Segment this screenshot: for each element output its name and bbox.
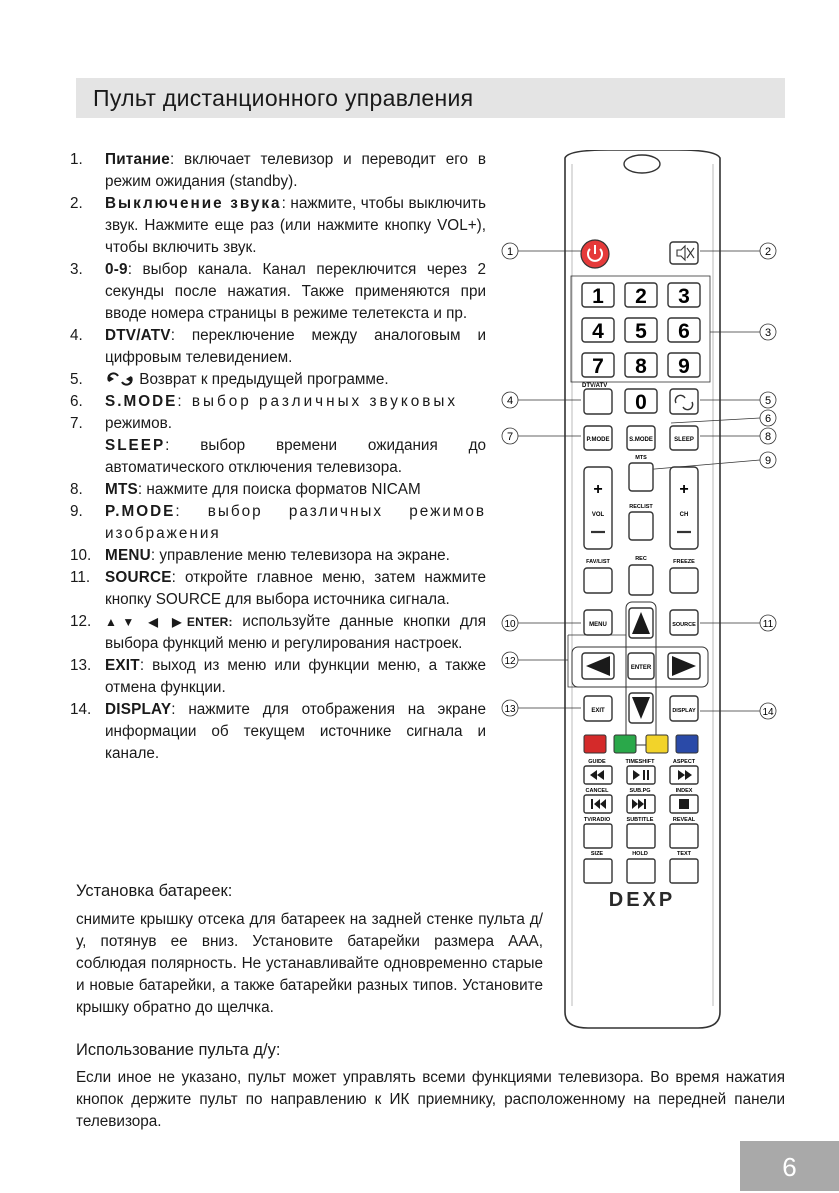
svg-text:HOLD: HOLD: [632, 851, 648, 857]
mts-button: [629, 463, 653, 491]
list-item: 7. режимов.: [70, 415, 173, 432]
return-button: [670, 389, 698, 414]
digit-label: 8: [635, 355, 647, 378]
svg-text:S.MODE: S.MODE: [629, 437, 653, 443]
svg-text:TV/RADIO: TV/RADIO: [583, 817, 611, 823]
svg-text:INDEX: INDEX: [675, 788, 693, 794]
svg-text:TIMESHIFT: TIMESHIFT: [625, 759, 655, 765]
callout-number: 14: [762, 707, 774, 718]
fav-list-button: [584, 568, 612, 593]
digit-label: 6: [678, 320, 690, 343]
svg-text:ASPECT: ASPECT: [672, 759, 696, 765]
digit-label: 0: [635, 391, 647, 414]
list-item: 9. P.MODE: выбор различных режимов изображения: [70, 503, 486, 542]
list-item: SLEEP: выбор времени ожидания до автоматического отключения телевизора.: [105, 437, 486, 476]
svg-text:DISPLAY: DISPLAY: [672, 708, 696, 714]
blue-button: [676, 735, 698, 753]
svg-text:+: +: [593, 481, 603, 498]
svg-text:CANCEL: CANCEL: [585, 788, 609, 794]
list-item: 1. Питание: включает телевизор и переводит его в режим ожидания (standby).: [70, 151, 486, 190]
callout-number: 2: [764, 246, 772, 258]
battery-text: снимите крышку отсека для батареек на задней стенке пульта д/у, потянув ее вниз. Установите батарейки размера ААА, соблюдая полярность. Не устанавливайте одновременно старые и новые батарейки, а также батарейки разных типов. Установите крышку обратно до щелчка.: [76, 911, 543, 1016]
rec-button: [629, 565, 653, 595]
ch-rocker: [670, 467, 698, 549]
function-list: [70, 149, 486, 765]
list-item: 8. MTS: нажмите для поиска форматов NICAM: [70, 481, 421, 498]
list-item: 5. Возврат к предыдущей программе.: [70, 371, 389, 388]
digit-label: 7: [592, 355, 604, 378]
page-number: 6: [740, 1141, 839, 1191]
usage-heading: Использование пульта д/у:: [76, 1041, 281, 1059]
red-button: [584, 735, 606, 753]
callout-number: 9: [764, 455, 772, 467]
timeshift-button: [627, 766, 655, 784]
svg-text:EXIT: EXIT: [591, 708, 605, 714]
battery-heading: Установка батареек:: [76, 882, 233, 900]
svg-text:SOURCE: SOURCE: [672, 622, 696, 628]
title-banner: [76, 78, 785, 118]
callout-number: 12: [504, 656, 516, 667]
svg-text:RECLIST: RECLIST: [629, 504, 653, 510]
svg-text:SUBTITLE: SUBTITLE: [626, 817, 654, 823]
mute-button: [670, 242, 698, 264]
svg-text:REVEAL: REVEAL: [672, 817, 696, 823]
callout-number: 4: [506, 395, 514, 407]
svg-text:GUIDE: GUIDE: [588, 759, 606, 765]
callout-number: 8: [764, 431, 772, 443]
callout-number: 11: [762, 619, 774, 630]
yellow-button: [646, 735, 668, 753]
list-item: 14. DISPLAY: нажмите для отображения на экране информации об текущем источнике сигнала и канале.: [70, 701, 486, 762]
svg-text:TEXT: TEXT: [676, 851, 692, 857]
svg-text:FREEZE: FREEZE: [673, 559, 695, 565]
stop-icon: [679, 799, 689, 809]
dtv-atv-label: DTV/ATV: [582, 383, 608, 389]
svg-text:CH: CH: [679, 512, 689, 518]
svg-text:VOL: VOL: [591, 512, 605, 518]
green-button: [614, 735, 636, 753]
list-item: 6. S.MODE: выбор различных звуковых: [70, 393, 459, 410]
text-button: [670, 859, 698, 883]
list-item: 2. Выключение звука: нажмите, чтобы выключить звук. Нажмите еще раз (или нажмите кнопку VOL+), чтобы включить звук.: [70, 195, 486, 256]
subtitle-button: [627, 824, 655, 848]
hold-button: [627, 859, 655, 883]
size-button: [584, 859, 612, 883]
svg-text:REC: REC: [635, 556, 647, 562]
callout-number: 13: [504, 704, 516, 715]
svg-text:P.MODE: P.MODE: [586, 437, 610, 443]
digit-label: 4: [592, 320, 604, 343]
svg-text:+: +: [679, 481, 689, 498]
list-item: 12. ▲▼ ◀ ▶ENTER: используйте данные кнопки для выбора функций меню и регулирования настроек.: [70, 613, 486, 652]
svg-text:SIZE: SIZE: [590, 851, 604, 857]
return-icon: [105, 372, 135, 386]
reclist-button: [629, 512, 653, 540]
reveal-button: [670, 824, 698, 848]
freeze-button: [670, 568, 698, 593]
list-item: 13. EXIT: выход из меню или функции меню, а также отмена функции.: [70, 657, 486, 696]
callout-number: 10: [504, 619, 516, 630]
list-item: 11. SOURCE: откройте главное меню, затем нажмите кнопку SOURCE для выбора источника сигнала.: [70, 569, 486, 608]
list-item: 3. 0-9: выбор канала. Канал переключится через 2 секунды после нажатия. Также применяются при вводе номера страницы в режиме телетекста и пр.: [70, 261, 486, 322]
svg-text:SLEEP: SLEEP: [674, 437, 694, 443]
callout-number: 6: [764, 413, 772, 425]
svg-text:MENU: MENU: [589, 622, 607, 628]
page-title: Пульт дистанционного управления: [93, 85, 474, 111]
callout-number: 1: [506, 246, 514, 258]
callout-number: 5: [764, 395, 772, 407]
usage-text: Если иное не указано, пульт может управлять всеми функциями телевизора. Во время нажатия кнопок держите пульт по направлению к ИК приемнику, расположенному на передней панели телевизора.: [76, 1069, 785, 1130]
callout-number: 7: [506, 431, 514, 443]
list-item: 4. DTV/ATV: переключение между аналоговым и цифровым телевидением.: [70, 327, 486, 366]
dtv-atv-button: [584, 389, 612, 414]
svg-text:ENTER: ENTER: [630, 665, 652, 671]
digit-label: 9: [678, 355, 690, 378]
svg-text:SUB.PG: SUB.PG: [629, 788, 651, 794]
callout-number: 3: [764, 327, 772, 339]
vol-rocker: [584, 467, 612, 549]
digit-label: 1: [592, 285, 604, 308]
brand-logo: DEXP: [608, 889, 676, 911]
digit-label: 5: [635, 320, 647, 343]
list-item: 10. MENU: управление меню телевизора на экране.: [70, 547, 450, 564]
digit-label: 3: [678, 285, 690, 308]
tv-radio-button: [584, 824, 612, 848]
remote-diagram: [498, 150, 788, 1030]
digit-label: 2: [635, 285, 647, 308]
svg-text:FAV/LIST: FAV/LIST: [586, 559, 610, 565]
svg-text:MTS: MTS: [635, 455, 647, 461]
